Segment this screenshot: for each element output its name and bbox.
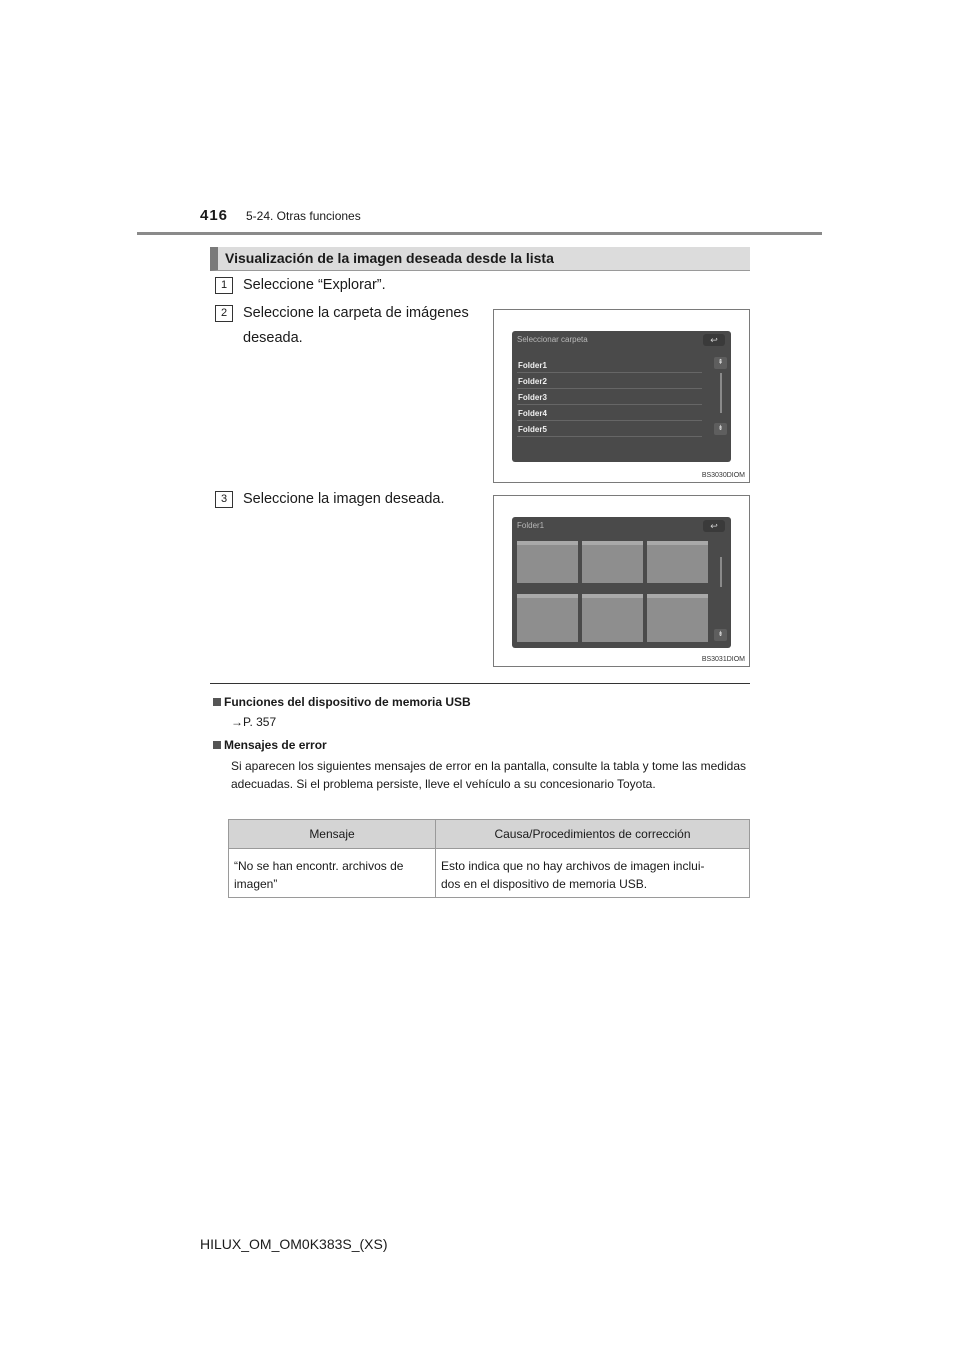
scrollbar-track[interactable]: [720, 373, 722, 413]
screen-image-select: [512, 517, 731, 648]
square-bullet-icon: [213, 741, 221, 749]
scroll-down-button[interactable]: [714, 629, 727, 641]
step-text-2: [243, 301, 469, 351]
table-cell-message: [229, 849, 436, 898]
note-body: Si aparecen los siguientes mensajes de error en la pantalla, consulte la tabla y tome las medidas adecuadas. Si el problema persiste, lleve el vehículo a su concesionario Toyota.: [231, 759, 746, 791]
figure-code: BS3031DIOM: [701, 656, 745, 663]
page-reference-link[interactable]: →P. 357: [231, 715, 277, 729]
arrow-down-icon: ⇟: [717, 425, 724, 432]
notes-rule: [210, 683, 750, 684]
table-cell-cause: [436, 849, 750, 898]
step-text-1: Seleccione “Explorar”.: [243, 277, 386, 293]
step-text-3: Seleccione la imagen deseada.: [243, 491, 445, 507]
cell-line: Esto indica que no hay archivos de imagen inclui-: [441, 859, 705, 873]
note-heading-usb: [213, 695, 471, 709]
table-header-cell: Causa/Procedimientos de corrección: [436, 820, 750, 849]
image-thumbnail[interactable]: [582, 594, 643, 642]
folder-row[interactable]: Folder5: [517, 422, 702, 437]
step-text-2-line2: deseada.: [243, 330, 303, 346]
scroll-up-button[interactable]: [714, 357, 727, 369]
back-button[interactable]: [703, 520, 725, 532]
cell-line: dos en el dispositivo de memoria USB.: [441, 877, 648, 891]
page-number: 416: [200, 207, 229, 224]
step-text-2-line1: Seleccione la carpeta de imágenes: [243, 305, 469, 321]
folder-row[interactable]: Folder2: [517, 374, 702, 389]
cell-line: “No se han encontr. archivos de: [234, 859, 404, 873]
figure-code: BS3030DIOM: [701, 472, 745, 479]
note-heading-text: Mensajes de error: [224, 738, 327, 752]
folder-row[interactable]: Folder1: [517, 358, 702, 373]
image-thumbnail[interactable]: [647, 594, 708, 642]
back-arrow-icon: ↩: [710, 335, 718, 345]
table-row: [229, 849, 750, 898]
image-thumbnail[interactable]: [582, 541, 643, 583]
folder-row[interactable]: Folder4: [517, 406, 702, 421]
figure-folder-select: [493, 309, 750, 483]
scrollbar-track[interactable]: [720, 557, 722, 587]
back-button[interactable]: [703, 334, 725, 346]
section-heading: [210, 247, 750, 271]
table-header-cell: Mensaje: [229, 820, 436, 849]
step-number-3: 3: [215, 491, 233, 508]
step-number-1: 1: [215, 277, 233, 294]
screen-folder-select: [512, 331, 731, 462]
section-heading-text: Visualización de la imagen deseada desde la lista: [225, 250, 554, 266]
note-heading-errors: [213, 738, 327, 752]
header-rule: [137, 232, 822, 235]
step-number-2: 2: [215, 305, 233, 322]
square-bullet-icon: [213, 698, 221, 706]
note-heading-text: Funciones del dispositivo de memoria USB: [224, 695, 471, 709]
arrow-down-icon: ⇟: [717, 631, 724, 638]
arrow-up-icon: ⇞: [717, 359, 724, 366]
table-header-row: [229, 820, 750, 849]
footer-doc-code: HILUX_OM_OM0K383S_(XS): [200, 1236, 388, 1252]
back-arrow-icon: ↩: [710, 521, 718, 531]
image-thumbnail[interactable]: [517, 541, 578, 583]
folder-row[interactable]: Folder3: [517, 390, 702, 405]
image-thumbnail[interactable]: [517, 594, 578, 642]
screen-title: Seleccionar carpeta: [517, 335, 588, 344]
error-table: [228, 819, 750, 898]
cell-line: imagen”: [234, 877, 278, 891]
section-reference: 5-24. Otras funciones: [246, 209, 361, 223]
screen-title: Folder1: [517, 521, 545, 530]
figure-image-select: [493, 495, 750, 667]
image-thumbnail[interactable]: [647, 541, 708, 583]
scroll-down-button[interactable]: [714, 423, 727, 435]
